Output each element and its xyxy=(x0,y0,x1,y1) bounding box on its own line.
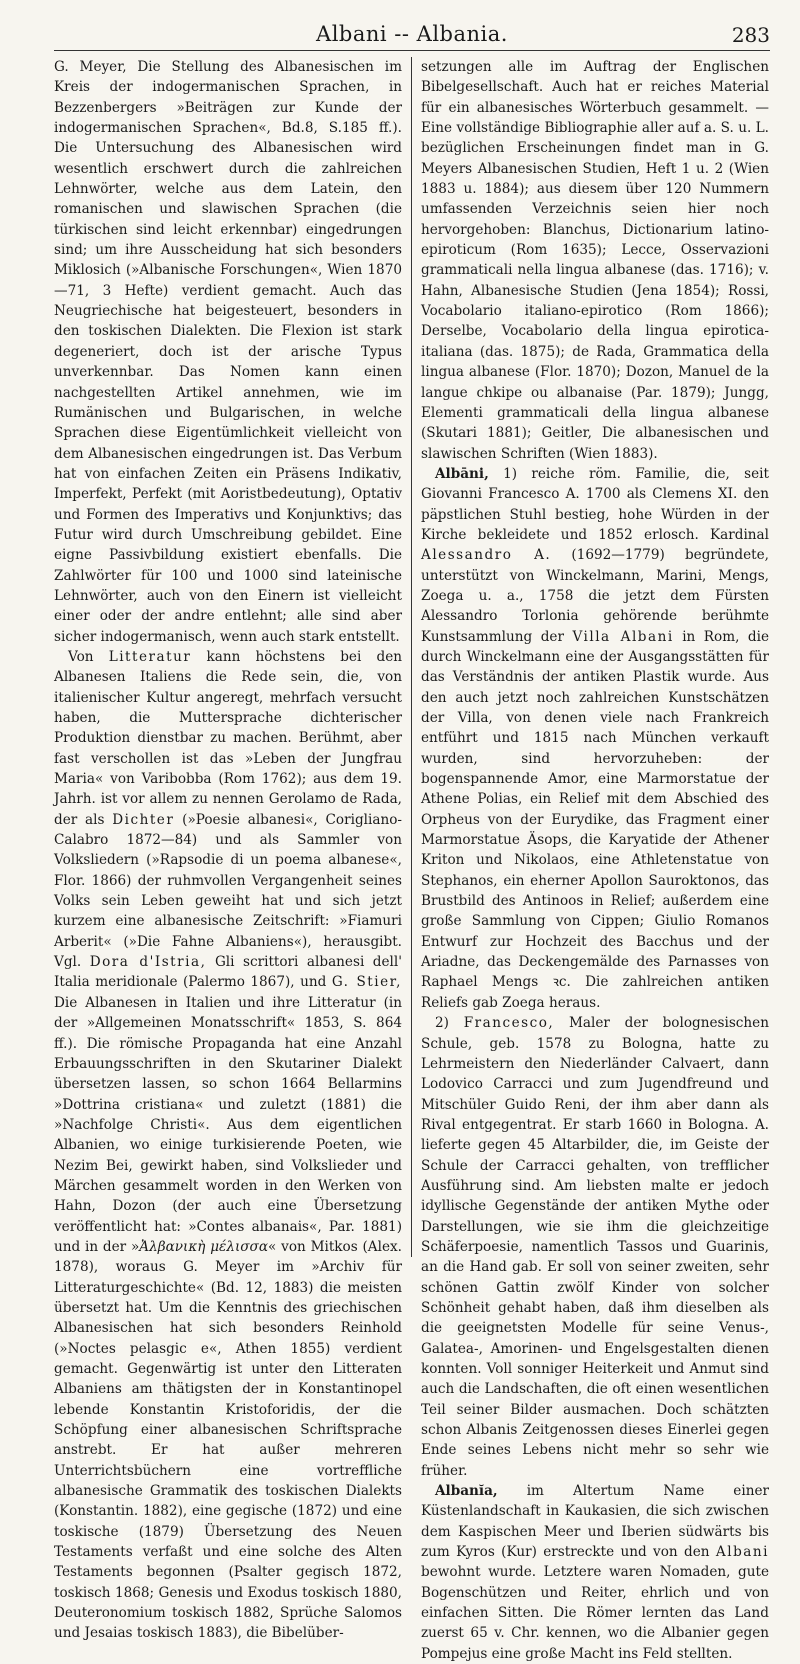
entry-francesco: 2) Francesco, Maler der bolognesischen Schule, geb. 1578 zu Bologna, hatte zu Lehrmeistern den Niederländer Calvaert, dann Lodovico Carracci und zum Jugendfreund und Mitschüler Guido Reni, der ihm aber dann als Rival entgegentrat. Er starb 1660 in Bologna. A. lieferte gegen 45 Altarbilder, die, im Geiste der Schule der Carracci gehalten, von trefflicher Ausführung sind. Am liebsten malte er jedoch idyllische Gegenstände der antiken Mythe oder Darstellungen, wie sie ihm die gleichzeitige Schäferpoesie, namentlich Tassos und Guarinis, an die Hand gab. Er soll von seiner zweiten, sehr schönen Gattin zwölf Kinder von solcher Schönheit gehabt haben, daß ihm dieselben als die geeignetsten Modelle für seine Venus-, Galatea-, Amorinen- und Engelsgestalten dienen konnten. Voll sonniger Heiterkeit und Anmut sind auch die Landschaften, die oft einen wesentlichen Teil seiner Bilder ausmachen. Doch schätzten schon Albanis Zeitgenossen dieses Einerlei gegen Ende seines Lebens nicht mehr so sehr wie früher. xyxy=(421,1015,769,1479)
column-divider xyxy=(411,57,412,1257)
paragraph-bibliography: setzungen alle im Auftrag der Englischen Bibelgesellschaft. Auch hat er reiches Material für ein albanesisches Wörterbuch gesammelt. — Eine vollständige Bibliographie aller auf a. S. u. L. bezüglichen Erscheinungen findet man in G. Meyers Albanesischen Studien, Heft 1 u. 2 (Wien 1883 u. 1884); aus diesem über 120 Nummern umfassenden Verzeichnis seien hier noch hervorgehoben: Blanchus, Dictionarium latino-epiroticum (Rom 1635); Lecce, Osservazioni grammaticali nella lingua albanese (das. 1716); v. Hahn, Albanesische Studien (Jena 1854); Rossi, Vocabolario italiano-epirotico (Rom 1866); Derselbe, Vocabolario della lingua epirotica-italiana (das. 1875); de Rada, Grammatica della lingua albanese (Flor. 1870); Dozon, Manuel de la langue chkipe ou albanaise (Par. 1879); Jungg, Elementi grammaticali della lingua albanese (Skutari 1881); Geitler, Die albanesischen und slawischen Schriften (Wien 1883). xyxy=(421,59,769,462)
right-column xyxy=(421,57,769,1662)
term-dichter: Dichter xyxy=(112,811,175,828)
name-alessandro: Alessandro A. xyxy=(421,547,552,564)
page-number: 283 xyxy=(731,23,770,47)
entry-albania: Albanĭa, im Altertum Name einer Küstenlandschaft in Kaukasien, die sich zwischen dem Kaspischen Meer und Iberien südwärts bis zum Kyros (Kur) erstreckte und von den Albani bewohnt wurde. Letztere waren Nomaden, gute Bogenschützen und Reiter, ehrlich und von einfachen Sitten. Die Römer lernten das Land zuerst 65 v. Chr. kennen, wo die Albanier gegen Pompejus eine große Macht ins Feld stellten. xyxy=(421,1483,769,1662)
entry-headword-albani: Albāni, xyxy=(435,465,489,482)
running-header xyxy=(54,18,770,51)
entry-headword-albania: Albanĭa, xyxy=(435,1483,498,1500)
name-francesco: Francesco, xyxy=(463,1015,555,1032)
author-stier: G. Stier, xyxy=(331,974,402,991)
paragraph: G. Meyer, Die Stellung des Albanesischen im Kreis der indogermanischen Sprachen, in Bezzenbergers »Beiträgen zur Kunde der indogermanischen Sprachen«, Bd.8, S.185 ff.). Die Untersuchung des Albanesischen wird wesentlich erschwert durch die zahlreichen Lehnwörter, welche aus dem Latein, den romanischen und slawischen Sprachen (die türkischen sind leicht erkennbar) eingedrungen sind; um ihre Ausscheidung hat sich besonders Miklosich (»Albanische Forschungen«, Wien 1870—71, 3 Hefte) verdient gemacht. Auch das Neugriechische hat beigesteuert, besonders in den toskischen Dialekten. Die Flexion ist stark degeneriert, doch ist der arische Typus unverkennbar. Das Nomen kann einen nachgestellten Artikel annehmen, wie im Rumänischen und Bulgarischen, in welche Sprachen diese Eigentümlichkeit vielleicht von dem Albanesischen eingedrungen ist. Das Verbum hat von einfachen Zeiten ein Präsens Indikativ, Imperfekt, Perfekt (mit Aoristbedeutung), Optativ und Formen des Imperativs und Konjunktivs; das Futur wird durch Umschreibung gebildet. Eine eigne Passivbildung existiert ebenfalls. Die Zahlwörter für 100 und 1000 sind lateinische Lehnwörter, auch von den Einern ist vielleicht einer oder der andre entlehnt; alle sind aber sicher indogermanisch, wenn auch stark entstellt. xyxy=(54,59,402,645)
text-columns xyxy=(54,57,770,1662)
name-albani-people: Albani xyxy=(715,1544,769,1561)
term-litteratur: Litteratur xyxy=(108,648,192,665)
entry-albani: Albāni, 1) reiche röm. Familie, die, seit Giovanni Francesco A. 1700 als Clemens XI. den päpstlichen Stuhl bestieg, hohe Würden in der Kirche bekleidete und 1852 erlosch. Kardinal Alessandro A. (1692—1779) begründete, unterstützt von Winckelmann, Marini, Mengs, Zoega u. a., 1758 die jetzt dem Fürsten Alessandro Torlonia gehörende berühmte Kunstsammlung der Villa Albani in Rom, die durch Winckelmann eine der Ausgangsstätten für das Verständnis der antiken Plastik wurde. Aus den auch jetzt noch zahlreichen Kunstschätzen der Villa, von denen viele nach Frankreich entführt und 1815 nach München verkauft wurden, sind hervorzuheben: der bogenspannende Amor, eine Marmorstatue der Athene Polias, ein Relief mit dem Abschied des Orpheus von der Eurydike, das Fragment einer Marmorstatue Äsops, die Karyatide der Athener Kriton und Nikolaos, eine Athletenstatue von Stephanos, ein eherner Apollon Sauroktonos, das Brustbild des Antinoos in Relief; außerdem eine große Sammlung von Cippen; Giulio Romanos Entwurf zur Hochzeit des Bacchus und der Ariadne, das Deckengemälde des Parnasses von Raphael Mengs ꝛc. Die zahlreichen antiken Reliefs gab Zoega heraus. xyxy=(421,465,769,1011)
page-title: Albani -- Albania. xyxy=(316,22,508,46)
greek-title: Ἀλβανικὴ μέλισσα xyxy=(139,1238,269,1255)
paragraph-litteratur: Von Litteratur kann höchstens bei den Albanesen Italiens die Rede sein, die, von italienischer Kultur angeregt, mehrfach versucht haben, die Muttersprache dichterischer Produktion dienstbar zu machen. Berühmt, aber fast verschollen ist das »Leben der Jungfrau Maria« von Varibobba (Rom 1762); aus dem 19. Jahrh. ist vor allem zu nennen Gerolamo de Rada, der als Dichter (»Poesie albanesi«, Corigliano-Calabro 1872—84) und als Sammler von Volksliedern (»Rapsodie di un poema albanese«, Flor. 1866) der ruhmvollen Vergangenheit seines Volks sein Leben geweiht hat und sich jetzt kurzem eine albanesische Zeitschrift: »Fiamuri Arberit« (»Die Fahne Albaniens«), herausgibt. Vgl. Dora d'Istria, Gli scrittori albanesi dell' Italia meridionale (Palermo 1867), und G. Stier, Die Albanesen in Italien und ihre Litteratur (in der »Allgemeinen Monatsschrift« 1853, S. 864 ff.). Die römische Propaganda hat eine Anzahl Erbauungsschriften in den Skutariner Dialekt übersetzen lassen, so schon 1664 Bellarmins »Dottrina cristiana« und zuletzt (1881) die »Nachfolge Christi«. Aus dem eigentlichen Albanien, wo einige turkisierende Poeten, wie Nezim Bei, gewirkt haben, sind Volkslieder und Märchen gesammelt worden in den Werken von Hahn, Dozon (der auch eine Übersetzung veröffentlicht hat: »Contes albanais«, Par. 1881) und in der »Ἀλβανικὴ μέλισσα« von Mitkos (Alex. 1878), woraus G. Meyer im »Archiv für Litteraturgeschichte« (Bd. 12, 1883) die meisten übersetzt hat. Um die Kenntnis des griechischen Albanesischen hat sich besonders Reinhold (»Noctes pelasgic e«, Athen 1855) verdient gemacht. Gegenwärtig ist unter den Litteraten Albaniens am thätigsten der in Konstantinopel lebende Konstantin Kristoforidis, der die Schöpfung einer albanesischen Schriftsprache anstrebt. Er hat außer mehreren Unterrichtsbüchern eine vortreffliche albanesische Grammatik des toskischen Dialekts (Konstantin. 1882), eine gegische (1872) und eine toskische (1879) Übersetzung des Neuen Testaments verfaßt und eine solche des Alten Testaments begonnen (Psalter gegisch 1872, toskisch 1868; Genesis und Exodus toskisch 1880, Deuteronomium toskisch 1882, Sprüche Salomos und Jesaias toskisch 1883), die Bibelüber- xyxy=(54,648,402,1642)
left-column xyxy=(54,57,402,1642)
author-dora-distria: Dora d'Istria, xyxy=(89,954,207,971)
name-villa-albani: Villa Albani xyxy=(572,628,674,645)
